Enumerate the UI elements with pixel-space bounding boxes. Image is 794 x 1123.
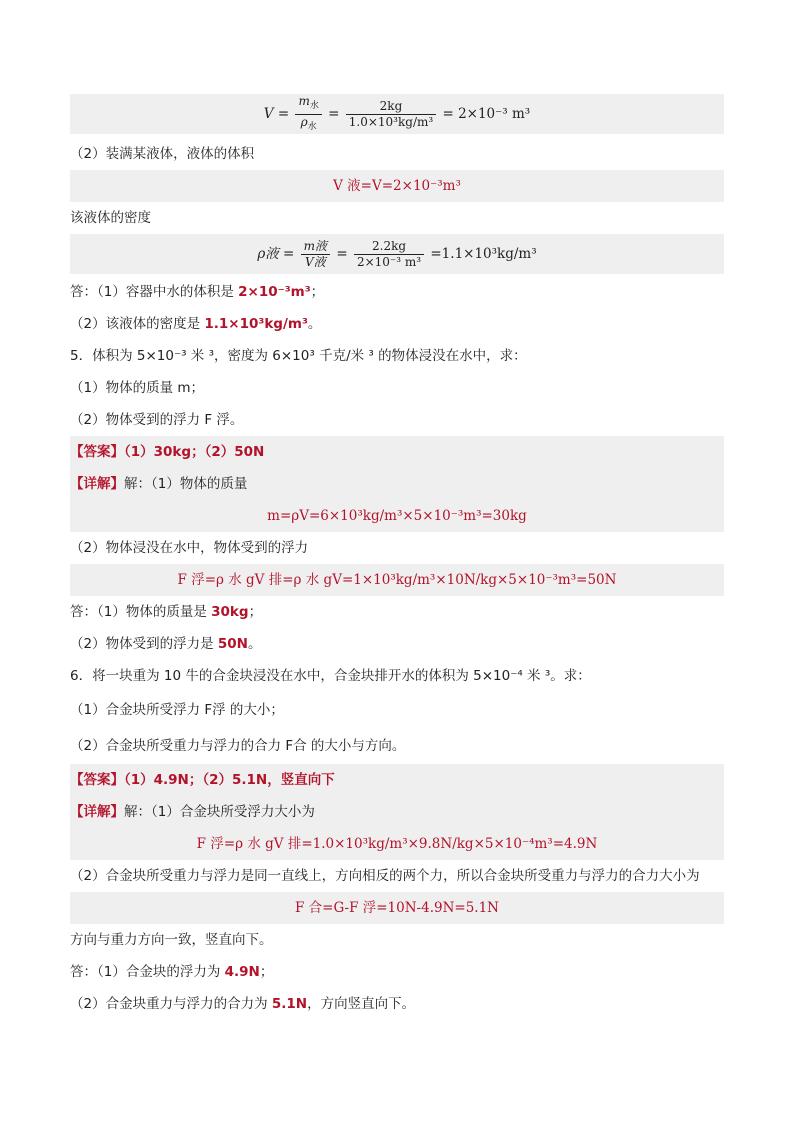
formula-eq: = — [336, 246, 348, 262]
answer-value: 50N — [217, 636, 248, 652]
answer-prefix: （2）合金块重力与浮力的合力为 — [70, 996, 272, 1012]
q6-direction-text: 方向与重力方向一致，竖直向下。 — [70, 932, 273, 948]
answer-text: （1）4.9N；（2）5.1N，竖直向下 — [124, 772, 335, 788]
fraction-denominator: 1.0×10³kg/m³ — [348, 115, 434, 129]
answer-5-2 — [70, 628, 724, 660]
fraction-denominator: V液 — [305, 255, 326, 269]
density-text: 该液体的密度 — [70, 210, 151, 226]
answer-prefix: 答：（1）容器中水的体积是 — [70, 284, 239, 300]
question-6-title: 6．将一块重为 10 牛的合金块浸没在水中，合金块排开水的体积为 5×10⁻⁴ 米 ³。求： — [70, 668, 591, 684]
answer-suffix: ； — [259, 964, 274, 980]
formula-result: = 2×10⁻³ m³ — [442, 106, 531, 122]
formula-result: =1.1×10³kg/m³ — [430, 246, 537, 262]
answer-prefix: 答：（1）合金块的浮力为 — [70, 964, 225, 980]
answer-prefix: （2）物体受到的浮力是 — [70, 636, 218, 652]
detail-tag: 【详解】 — [70, 476, 124, 492]
question-5-sub1: （1）物体的质量 m； — [70, 380, 205, 396]
formula-q6-buoyancy: F 浮=ρ 水 gV 排=1.0×10³kg/m³×9.8N/kg×5×10⁻⁴m³=4.9N — [70, 828, 724, 860]
answer-suffix: 。 — [307, 316, 322, 332]
answer-tag: 【答案】 — [70, 444, 124, 460]
q4-part2-text: （2）装满某液体，液体的体积 — [70, 146, 255, 162]
answer-4-2 — [70, 308, 724, 340]
fraction-mass-over-volume — [301, 239, 330, 270]
fraction-numerator: 2.2kg — [354, 239, 424, 255]
detail-6-line — [70, 796, 724, 828]
q5-part2-text: （2）物体浸没在水中，物体受到的浮力 — [70, 540, 309, 556]
detail-5-line — [70, 468, 724, 500]
question-5-sub2: （2）物体受到的浮力 F 浮。 — [70, 412, 244, 428]
fraction-numerator-sub: 水 — [309, 101, 319, 111]
formula-eq: = — [277, 106, 290, 122]
question-6-sub1: （1）合金块所受浮力 F浮 的大小； — [70, 702, 284, 718]
answer-prefix: （2）该液体的密度是 — [70, 316, 205, 332]
answer-value: 5.1N — [271, 996, 308, 1012]
fraction-numerator: m液 — [301, 239, 330, 255]
fraction-denominator: 2×10⁻³ m³ — [356, 255, 422, 269]
detail-text: 解：（1）合金块所受浮力大小为 — [124, 804, 315, 820]
formula-lhs: V — [263, 106, 274, 122]
answer-tag: 【答案】 — [70, 772, 124, 788]
answer-value: 1.1×10³kg/m³ — [204, 316, 308, 332]
fraction-mass-over-density — [295, 94, 321, 135]
formula-q5-mass: m=ρV=6×10³kg/m³×5×10⁻³m³=30kg — [70, 500, 724, 532]
answer-5-line — [70, 436, 724, 468]
answer-value: 4.9N — [224, 964, 260, 980]
answer-prefix: 答：（1）物体的质量是 — [70, 604, 212, 620]
formula-volume-water — [70, 94, 724, 134]
formula-density-liquid — [70, 234, 724, 274]
formula-volume-liquid: V 液=V=2×10⁻³m³ — [70, 170, 724, 202]
fraction-values — [354, 239, 424, 270]
fraction-denominator-sub: 水 — [307, 122, 317, 132]
answer-6-2 — [70, 988, 724, 1020]
question-5-title: 5．体积为 5×10⁻³ 米 ³，密度为 6×10³ 千克/米 ³ 的物体浸没在水中，求： — [70, 348, 527, 364]
formula-q5-buoyancy: F 浮=ρ 水 gV 排=ρ 水 gV=1×10³kg/m³×10N/kg×5×10⁻³m³=50N — [70, 564, 724, 596]
answer-suffix: ，方向竖直向下。 — [307, 996, 416, 1012]
detail-tag: 【详解】 — [70, 804, 124, 820]
q6-part2-text: （2）合金块所受重力与浮力是同一直线上，方向相反的两个力，所以合金块所受重力与浮力的合力大小为 — [70, 868, 700, 884]
answer-4-1 — [70, 276, 724, 308]
answer-5-1 — [70, 596, 724, 628]
formula-eq: = — [328, 106, 340, 122]
answer-value: 2×10⁻³m³ — [238, 284, 311, 300]
fraction-denominator: ρ — [300, 115, 308, 129]
answer-value: 30kg — [211, 604, 249, 620]
answer-suffix: ； — [248, 604, 263, 620]
fraction-values — [346, 99, 436, 130]
answer-6-1 — [70, 956, 724, 988]
detail-text: 解：（1）物体的质量 — [124, 476, 248, 492]
answer-6-line — [70, 764, 724, 796]
question-6-sub2: （2）合金块所受重力与浮力的合力 F合 的大小与方向。 — [70, 738, 406, 754]
answer-text: （1）30kg；（2）50N — [124, 444, 265, 460]
answer-suffix: 。 — [247, 636, 262, 652]
formula-q6-resultant: F 合=G-F 浮=10N-4.9N=5.1N — [70, 892, 724, 924]
fraction-numerator: m — [298, 94, 310, 108]
answer-suffix: ； — [310, 284, 325, 300]
formula-lhs: ρ液 = — [257, 246, 295, 262]
fraction-numerator: 2kg — [346, 99, 436, 115]
